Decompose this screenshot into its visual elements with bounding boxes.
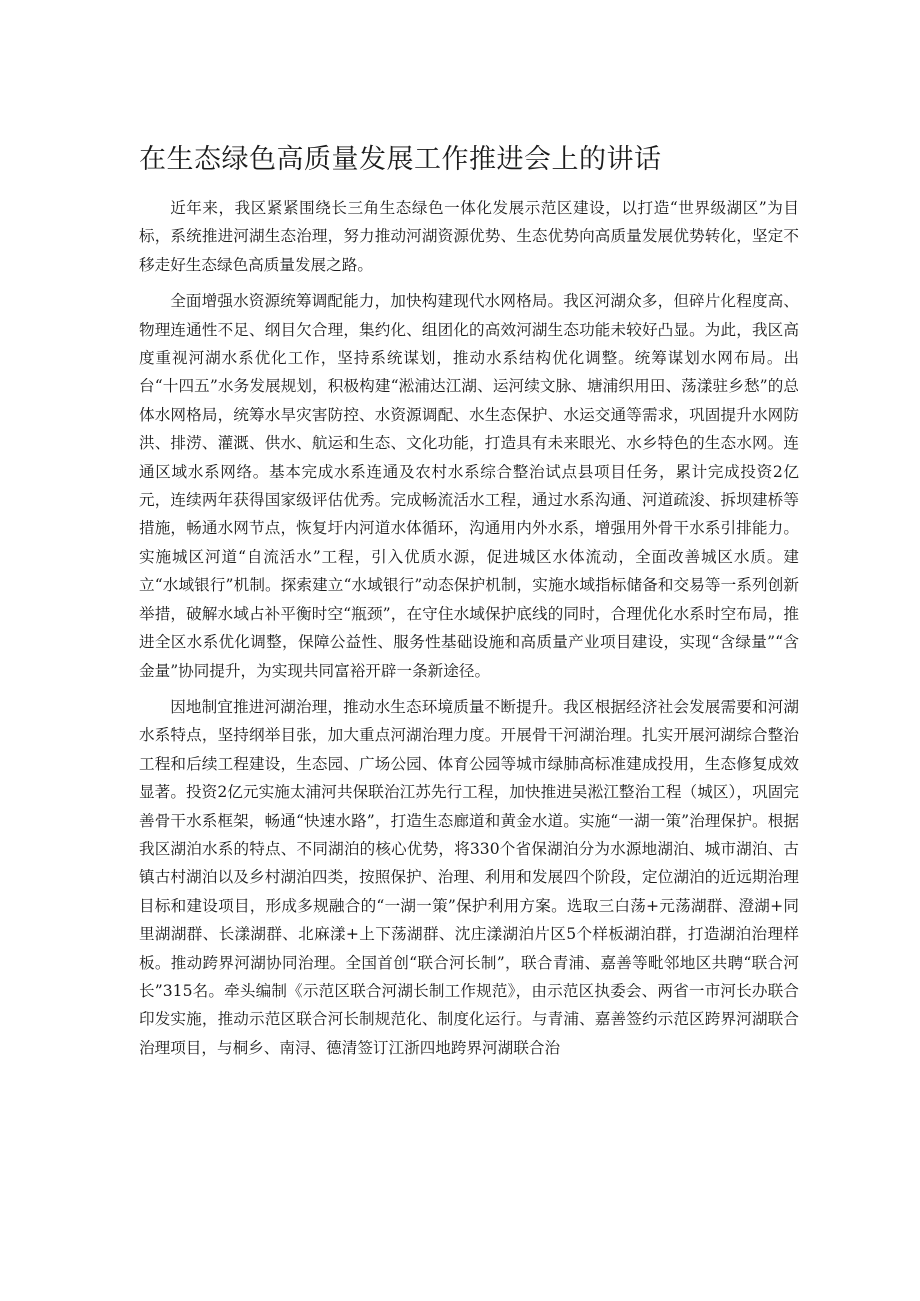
document-title: 在生态绿色高质量发展工作推进会上的讲话 (139, 144, 662, 175)
paragraph-intro: 近年来，我区紧紧围绕长三角生态绿色一体化发展示范区建设，以打造“世界级湖区”为目标，系统推进河湖生态治理，努力推动河湖资源优势、生态优势向高质量发展优势转化，坚定不移走好生态绿色高质量发展之路。 (139, 199, 799, 274)
paragraph-river-lake-governance: 因地制宜推进河湖治理，推动水生态环境质量不断提升。我区根据经济社会发展需要和河湖水系特点，坚持纲举目张，加大重点河湖治理力度。开展骨干河湖治理。扎实开展河湖综合整治工程和后续工程建设，生态园、广场公园、体育公园等城市绿肺高标准建成投用，生态修复成效显著。投资2亿元实施太浦河共保联治江苏先行工程，加快推进吴淞江整治工程（城区），巩固完善骨干水系框架，畅通“快速水路”，打造生态廊道和黄金水道。实施“一湖一策”治理保护。根据我区湖泊水系的特点、不同湖泊的核心优势，将330个省保湖泊分为水源地湖泊、城市湖泊、古镇古村湖泊以及乡村湖泊四类，按照保护、治理、利用和发展四个阶段，定位湖泊的近远期治理目标和建设项目，形成多规融合的“一湖一策”保护利用方案。选取三白荡+元荡湖群、澄湖+同里湖湖群、长漾湖群、北麻漾+上下荡湖群、沈庄漾湖泊片区5个样板湖泊群，打造湖泊治理样板。推动跨界河湖协同治理。全国首创“联合河长制”，联合青浦、嘉善等毗邻地区共聘“联合河长”315名。牵头编制《示范区联合河湖长制工作规范》，由示范区执委会、两省一市河长办联合印发实施，推动示范区联合河长制规范化、制度化运行。与青浦、嘉善签约示范区跨界河湖联合治理项目，与桐乡、南浔、德清签订江浙四地跨界河湖联合治 (139, 697, 799, 1057)
paragraph-water-network: 全面增强水资源统筹调配能力，加快构建现代水网格局。我区河湖众多，但碎片化程度高、物理连通性不足、纲目欠合理，集约化、组团化的高效河湖生态功能未较好凸显。为此，我区高度重视河湖水系优化工作，坚持系统谋划，推动水系结构优化调整。统筹谋划水网布局。出台“十四五”水务发展规划，积极构建“淞浦达江湖、运河续文脉、塘浦织用田、荡漾驻乡愁”的总体水网格局，统筹水旱灾害防控、水资源调配、水生态保护、水运交通等需求，巩固提升水网防洪、排涝、灌溉、供水、航运和生态、文化功能，打造具有未来眼光、水乡特色的生态水网。连通区域水系网络。基本完成水系连通及农村水系综合整治试点县项目任务，累计完成投资2亿元，连续两年获得国家级评估优秀。完成畅流活水工程，通过水系沟通、河道疏浚、拆坝建桥等措施，畅通水网节点，恢复圩内河道水体循环，沟通用内外水系，增强用外骨干水系引排能力。实施城区河道“自流活水”工程，引入优质水源，促进城区水体流动，全面改善城区水质。建立“水域银行”机制。探索建立“水域银行”动态保护机制，实施水域指标储备和交易等一系列创新举措，破解水域占补平衡时空“瓶颈”，在守住水域保护底线的同时，合理优化水系时空布局，推进全区水系优化调整，保障公益性、服务性基础设施和高质量产业项目建设，实现“含绿量”“含金量”协同提升，为实现共同富裕开辟一条新途径。 (139, 292, 799, 680)
document-body (139, 194, 799, 1070)
